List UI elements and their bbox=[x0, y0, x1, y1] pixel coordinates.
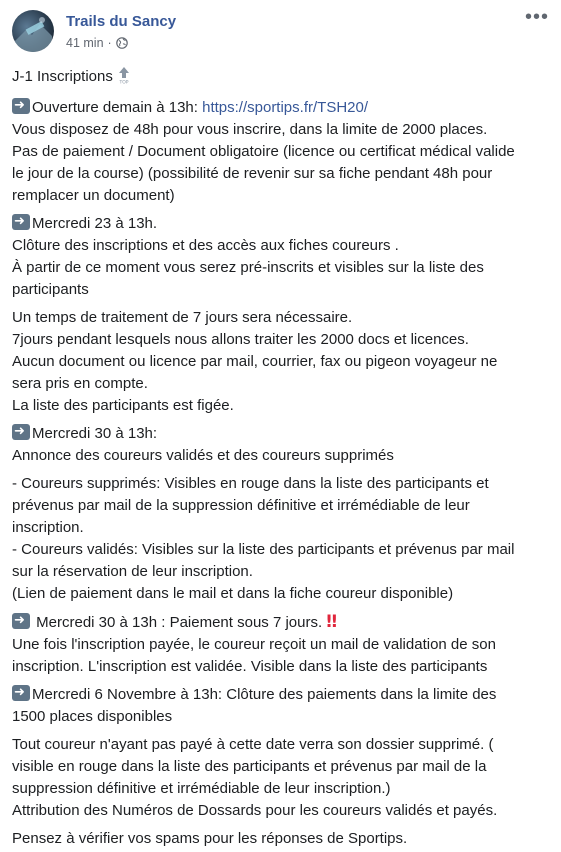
post-timestamp[interactable]: 41 min bbox=[66, 36, 104, 50]
section-6-line: Une fois l'inscription payée, le coureur reçoit un mail de validation de son bbox=[12, 636, 496, 653]
section-3-line: La liste des participants est figée. bbox=[12, 397, 234, 414]
section-3-line: sera pris en compte. bbox=[12, 375, 148, 392]
avatar-image-icon bbox=[12, 10, 54, 52]
section-8-line: Tout coureur n'ayant pas payé à cette date verra son dossier supprimé. ( bbox=[12, 736, 494, 753]
double-exclamation-icon: ‼ bbox=[326, 612, 337, 632]
top-label: TOP bbox=[119, 80, 129, 84]
section-4-line: Annonce des coureurs validés et des coureurs supprimés bbox=[12, 447, 394, 464]
globe-icon[interactable] bbox=[116, 37, 128, 52]
headline: J-1 Inscriptions TOP bbox=[12, 66, 552, 91]
right-arrow-icon bbox=[12, 424, 30, 440]
section-8-line: suppression définitive et irrémédiable de leur inscription.) bbox=[12, 780, 391, 797]
section-2-line: À partir de ce moment vous serez pré-inscrits et visibles sur la liste des bbox=[12, 259, 484, 276]
more-options-button[interactable]: ••• bbox=[525, 6, 550, 28]
right-arrow-icon bbox=[12, 98, 30, 114]
post-header bbox=[12, 6, 550, 54]
sportips-link[interactable]: https://sportips.fr/TSH20/ bbox=[202, 99, 369, 116]
right-arrow-icon bbox=[12, 214, 30, 230]
section-2-title: ➜Mercredi 23 à 13h. bbox=[12, 213, 552, 235]
section-5-line: inscription. bbox=[12, 519, 84, 536]
section-5-line: prévenus par mail de la suppression définitive et irrémédiable de leur bbox=[12, 497, 470, 514]
section-1-line: le jour de la course) (possibilité de revenir sur sa fiche pendant 48h pour bbox=[12, 165, 493, 182]
section-2-line: Clôture des inscriptions et des accès aux fiches coureurs . bbox=[12, 237, 399, 254]
section-3-line: 7jours pendant lesquels nous allons traiter les 2000 docs et licences. bbox=[12, 331, 469, 348]
section-1-line: Pas de paiement / Document obligatoire (licence ou certificat médical valide bbox=[12, 143, 515, 160]
post-body bbox=[12, 66, 552, 850]
section-5-line: (Lien de paiement dans le mail et dans la fiche coureur disponible) bbox=[12, 585, 454, 602]
section-4-title: ➜Mercredi 30 à 13h: bbox=[12, 423, 552, 445]
section-7-title: ➜Mercredi 6 Novembre à 13h: Clôture des paiements dans la limite des bbox=[12, 684, 552, 706]
section-2-line: participants bbox=[12, 281, 89, 298]
right-arrow-icon bbox=[12, 613, 30, 629]
section-3-line: Aucun document ou licence par mail, courrier, fax ou pigeon voyageur ne bbox=[12, 353, 498, 370]
section-6-line: inscription. L'inscription est validée. Visible dans la liste des participants bbox=[12, 658, 488, 675]
right-arrow-icon bbox=[12, 685, 30, 701]
page-name-link[interactable]: Trails du Sancy bbox=[66, 13, 177, 30]
post-meta bbox=[66, 36, 128, 52]
section-9-line: Pensez à vérifier vos spams pour les réponses de Sportips. bbox=[12, 830, 408, 847]
section-5-line: - Coureurs supprimés: Visibles en rouge dans la liste des participants et bbox=[12, 475, 489, 492]
section-1-line: Vous disposez de 48h pour vous inscrire, dans la limite de 2000 places. bbox=[12, 121, 488, 138]
section-5-line: sur la réservation de leur inscription. bbox=[12, 563, 253, 580]
section-8-line: visible en rouge dans la liste des participants et prévenus par mail de la bbox=[12, 758, 487, 775]
section-3-line: Un temps de traitement de 7 jours sera nécessaire. bbox=[12, 309, 353, 326]
top-arrow-icon bbox=[117, 66, 131, 91]
section-5-line: - Coureurs validés: Visibles sur la liste des participants et prévenus par mail bbox=[12, 541, 515, 558]
section-8-line: Attribution des Numéros de Dossards pour les coureurs validés et payés. bbox=[12, 802, 498, 819]
page-avatar[interactable] bbox=[12, 10, 54, 52]
section-1-title: ➜Ouverture demain à 13h: https://sportips.fr/TSH20/ bbox=[12, 97, 552, 119]
section-6-title: ➜ Mercredi 30 à 13h : Paiement sous 7 jours. ‼ bbox=[12, 611, 552, 634]
meta-separator: · bbox=[107, 36, 112, 50]
section-7-line: 1500 places disponibles bbox=[12, 708, 173, 725]
section-1-line: remplacer un document) bbox=[12, 187, 175, 204]
